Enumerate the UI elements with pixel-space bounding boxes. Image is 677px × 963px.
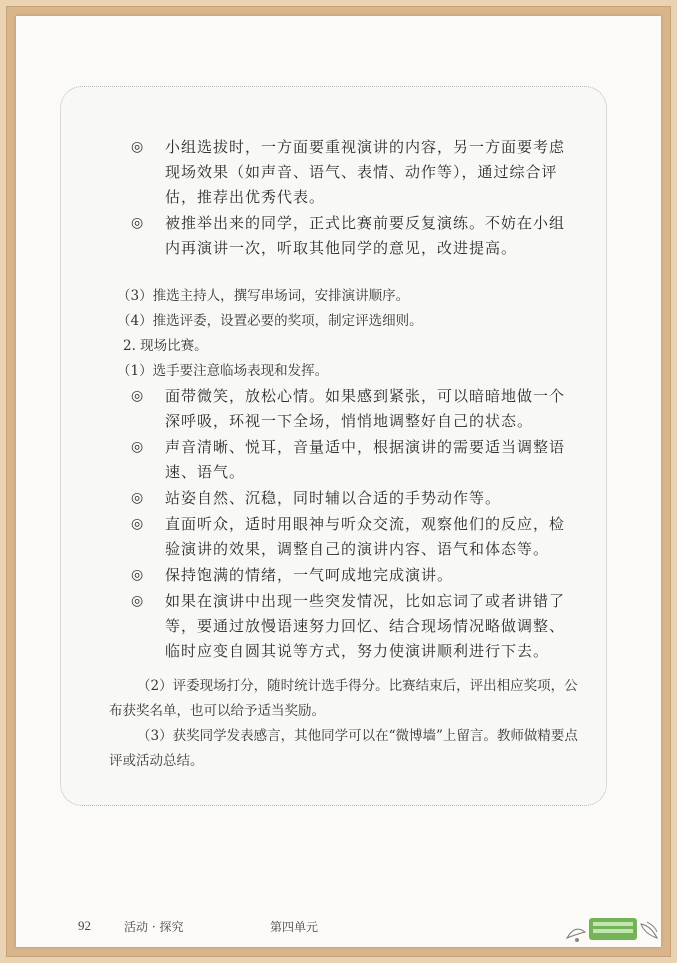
- bullet-mark: ◎: [131, 388, 145, 404]
- bullet-item: [131, 384, 571, 434]
- page-number: 92: [78, 918, 91, 933]
- bullet-mark: ◎: [131, 516, 145, 532]
- bullet-text: 被推举出来的同学，正式比赛前要反复演练。不妨在小组内再演讲一次，听取其他同学的意见，改进提高。: [165, 214, 566, 257]
- bullet-item: [131, 563, 571, 588]
- bullet-mark: ◎: [131, 567, 145, 583]
- footer-section: 活动 · 探究: [124, 920, 184, 934]
- bullet-mark: ◎: [131, 439, 145, 455]
- bullet-mark: ◎: [131, 139, 145, 155]
- bullet-item: [131, 435, 571, 485]
- section-heading: 2. 现场比赛。: [123, 338, 208, 354]
- closing-block: [109, 674, 579, 774]
- bullet-item: [131, 211, 571, 261]
- publisher-logo-icon: [563, 914, 663, 950]
- bullet-item: [131, 589, 571, 664]
- bullet-text: 声音清晰、悦耳，音量适中，根据演讲的需要适当调整语速、语气。: [165, 438, 566, 481]
- bullet-item: [131, 512, 571, 562]
- book-page: [16, 16, 661, 947]
- bullet-mark: ◎: [131, 490, 145, 506]
- bullet-text: 小组选拔时，一方面要重视演讲的内容，另一方面要考虑现场效果（如声音、语气、表情、动作等），通过综合评估，推荐出优秀代表。: [165, 138, 566, 206]
- bullet-text: 保持饱满的情绪，一气呵成地完成演讲。: [165, 566, 454, 584]
- bullet-list-top: [131, 135, 571, 262]
- step-4: （4）推选评委，设置必要的奖项，制定评选细则。: [117, 313, 423, 329]
- closing-paragraph-3: （3）获奖同学发表感言，其他同学可以在“微博墙”上留言。教师做精要点评或活动总结。: [109, 728, 578, 769]
- bullet-text: 如果在演讲中出现一些突发情况，比如忘词了或者讲错了等，要通过放慢语速努力回忆、结合现场情况略做调整、临时应变自圆其说等方式，努力使演讲顺利进行下去。: [165, 592, 566, 660]
- bullet-text: 站姿自然、沉稳，同时辅以合适的手势动作等。: [165, 489, 502, 507]
- step-3: （3）推选主持人，撰写串场词，安排演讲顺序。: [117, 288, 410, 304]
- closing-paragraph-2: （2）评委现场打分，随时统计选手得分。比赛结束后，评出相应奖项，公布获奖名单，也可以给予适当奖励。: [109, 678, 578, 719]
- footer-unit: 第四单元: [270, 920, 319, 934]
- step-1: （1）选手要注意临场表现和发挥。: [117, 363, 329, 379]
- bullet-mark: ◎: [131, 593, 145, 609]
- bullet-list-bottom: [131, 384, 571, 665]
- content-box: [60, 86, 607, 806]
- bullet-item: [131, 135, 571, 210]
- bullet-text: 直面听众，适时用眼神与听众交流，观察他们的反应，检验演讲的效果，调整自己的演讲内容、语气和体态等。: [165, 515, 566, 558]
- steps-block: [109, 284, 579, 384]
- bullet-text: 面带微笑，放松心情。如果感到紧张，可以暗暗地做一个深呼吸，环视一下全场，悄悄地调整好自己的状态。: [165, 387, 566, 430]
- bullet-item: [131, 486, 571, 511]
- bullet-mark: ◎: [131, 215, 145, 231]
